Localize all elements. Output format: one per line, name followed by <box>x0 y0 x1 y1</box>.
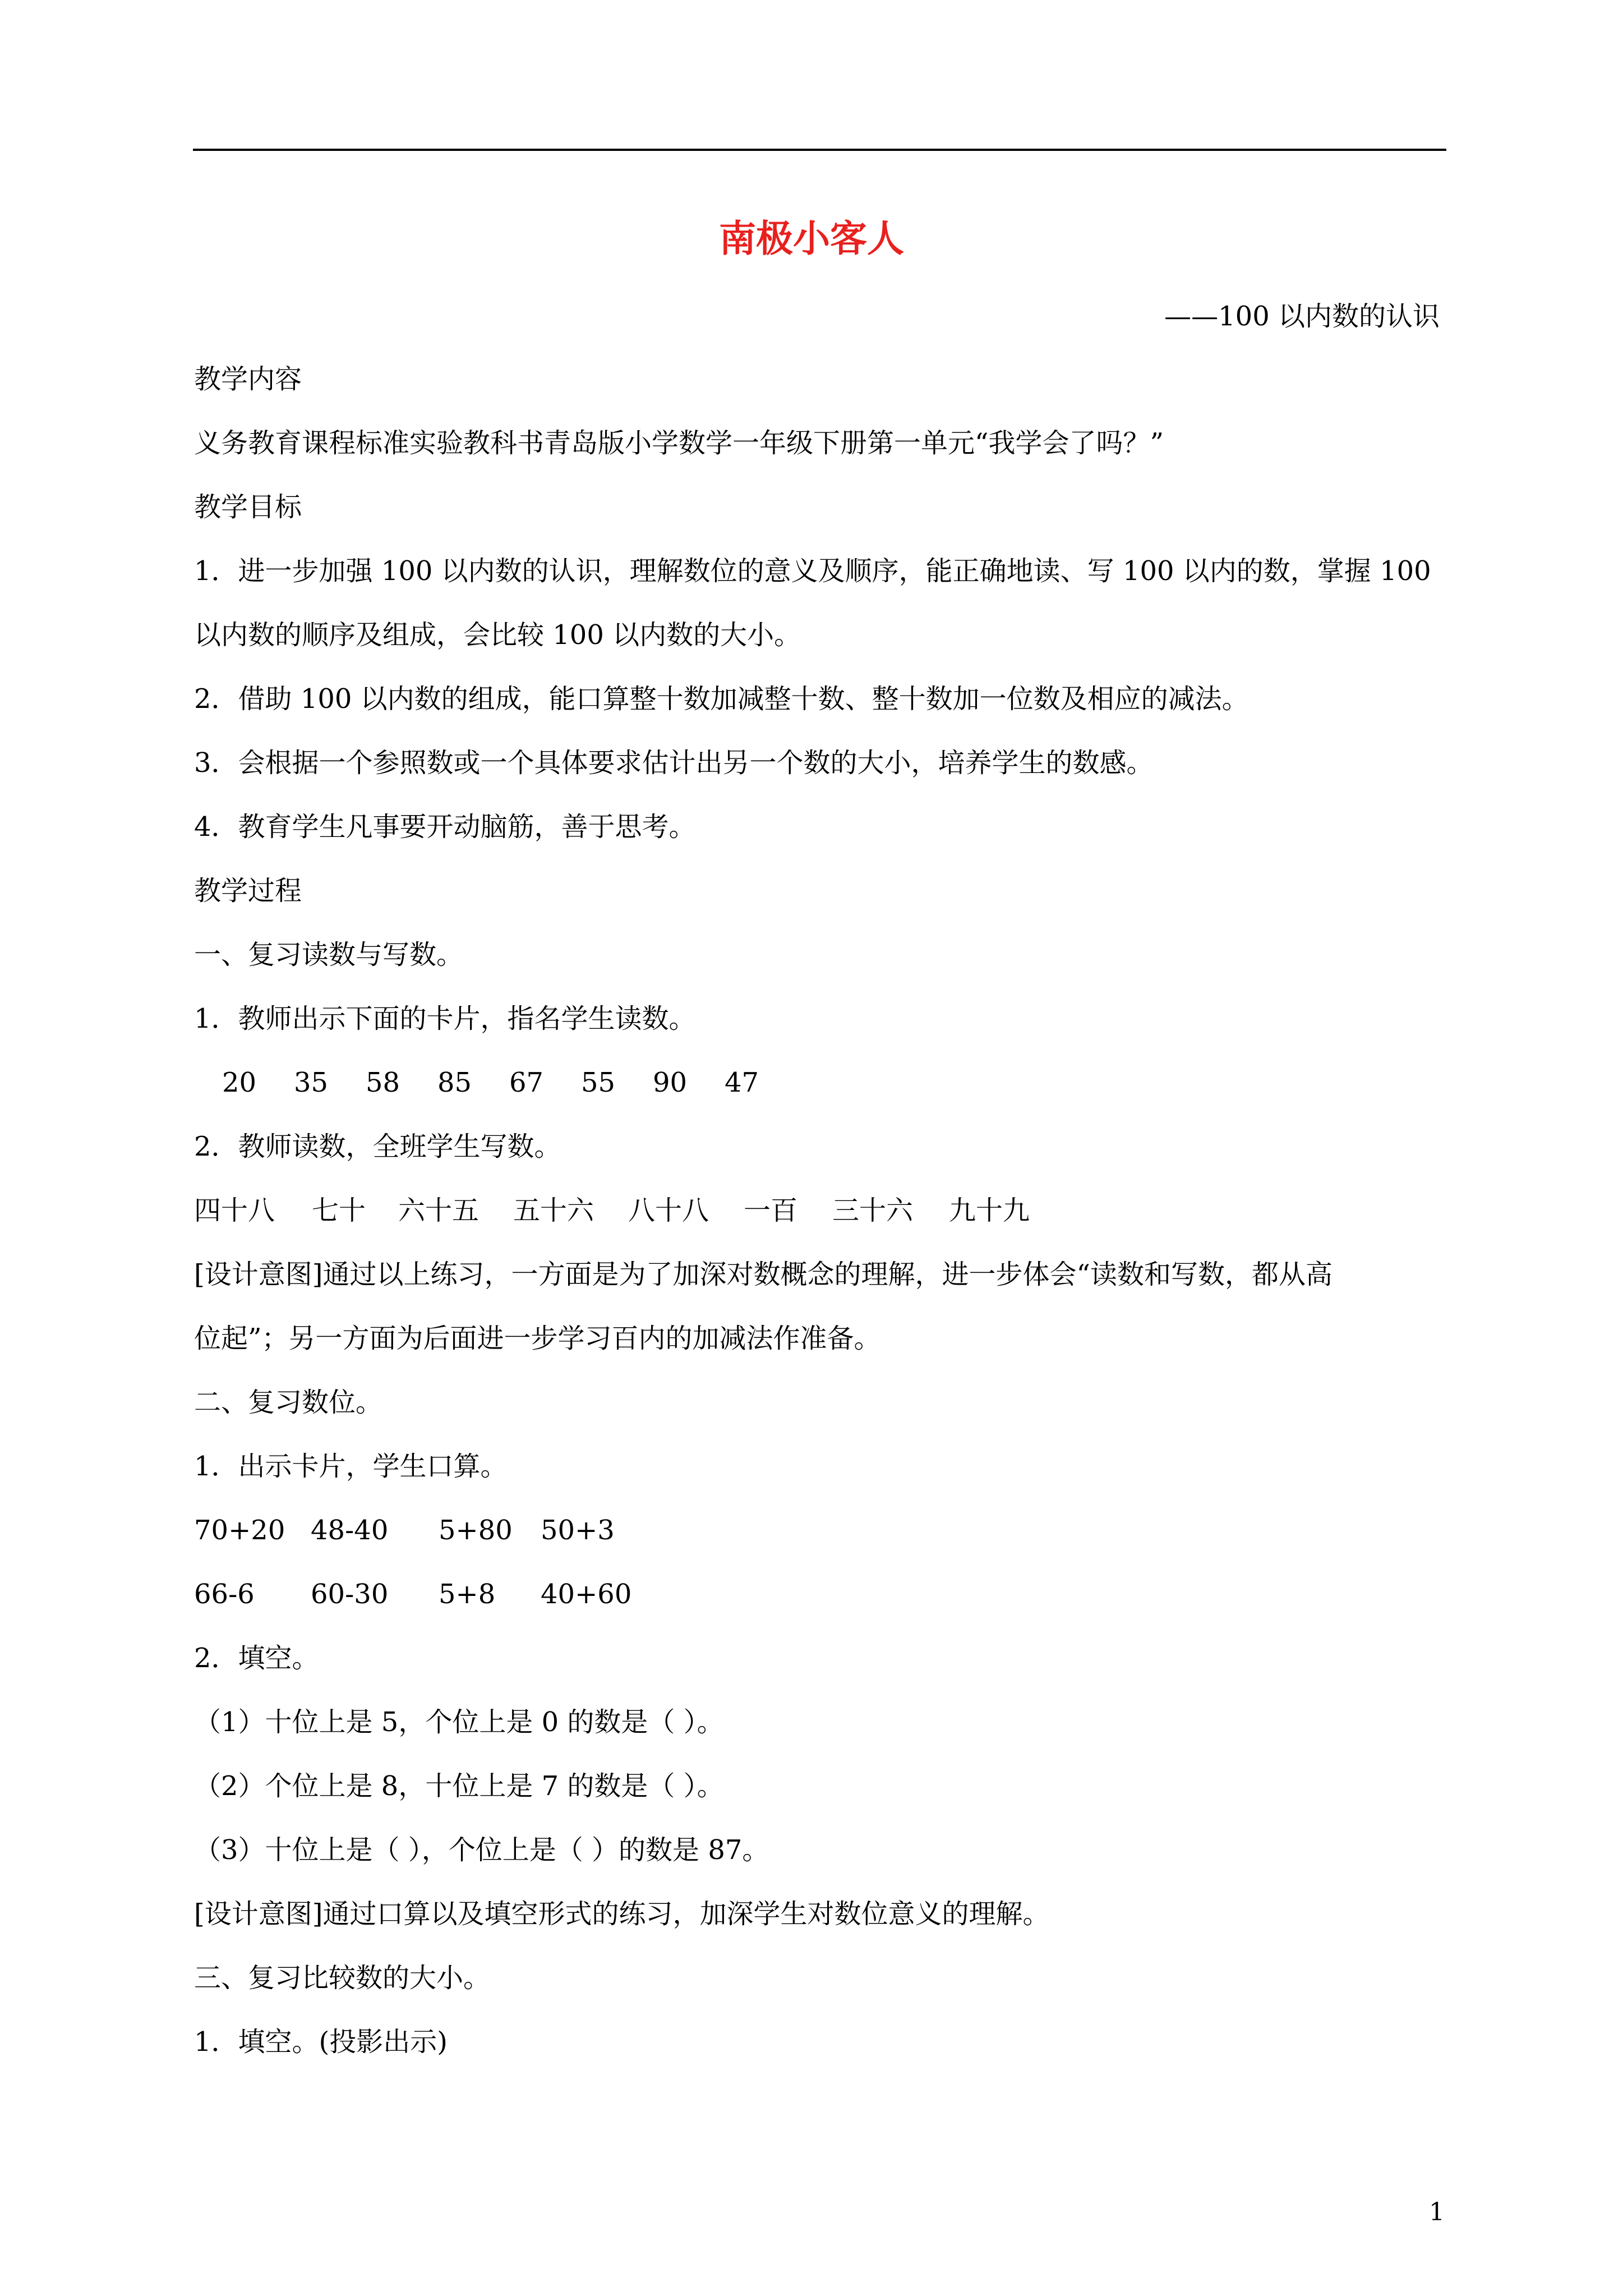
part-2-heading: 二、复习数位。 <box>194 1387 383 1418</box>
read-number-2: 35 <box>294 1067 329 1098</box>
part-2-item-1: 1．出示卡片，学生口算。 <box>194 1451 508 1482</box>
goals-heading: 教学目标 <box>194 491 302 523</box>
goal-4: 4．教育学生凡事要开动脑筋，善于思考。 <box>194 811 696 843</box>
document-title: 南极小客人 <box>719 217 904 260</box>
read-number-5: 67 <box>509 1067 544 1098</box>
page-number: 1 <box>1429 2198 1445 2226</box>
content-text: 义务教育课程标准实验教科书青岛版小学数学一年级下册第一单元“我学会了吗？” <box>194 427 1164 459</box>
part-2-item-2: 2．填空。 <box>194 1642 319 1674</box>
header-rule <box>193 149 1446 151</box>
read-number-3: 58 <box>366 1067 400 1098</box>
goal-1-line-2: 以内数的顺序及组成，会比较 100 以内数的大小。 <box>194 619 801 651</box>
design-intent-1-line-1: [设计意图]通过以上练习，一方面是为了加深对数概念的理解，进一步体会“读数和写数，都从高 <box>194 1259 1332 1290</box>
read-number-1: 20 <box>222 1067 257 1098</box>
part-1-heading: 一、复习读数与写数。 <box>194 939 464 970</box>
goal-1-line-1: 1．进一步加强 100 以内数的认识，理解数位的意义及顺序，能正确地读、写 100 以内的数，掌握 100 <box>194 555 1431 587</box>
document-subtitle: ——100 以内数的认识 <box>1164 301 1440 332</box>
calc-card: 60-30 <box>311 1579 389 1610</box>
part-3-heading: 三、复习比较数的大小。 <box>194 1962 491 1994</box>
design-intent-1-line-2: 位起”；另一方面为后面进一步学习百内的加减法作准备。 <box>194 1323 881 1354</box>
part-1-item-1: 1．教师出示下面的卡片，指名学生读数。 <box>194 1003 696 1034</box>
read-number-4: 85 <box>437 1067 472 1098</box>
fill-blank-3: （3）十位上是（ ），个位上是（ ）的数是 87。 <box>194 1834 769 1866</box>
calc-card: 5+80 <box>439 1515 513 1546</box>
goal-2: 2．借助 100 以内数的组成，能口算整十数加减整十数、整十数加一位数及相应的减法。 <box>194 683 1249 715</box>
write-number-6: 一百 <box>744 1195 798 1226</box>
write-number-4: 五十六 <box>513 1195 594 1226</box>
part-1-item-2: 2．教师读数，全班学生写数。 <box>194 1131 561 1162</box>
write-number-5: 八十八 <box>628 1195 709 1226</box>
calc-card: 48-40 <box>311 1515 389 1546</box>
read-number-6: 55 <box>581 1067 616 1098</box>
calc-card: 50+3 <box>541 1515 615 1546</box>
write-number-3: 六十五 <box>398 1195 479 1226</box>
process-heading: 教学过程 <box>194 875 302 907</box>
calc-card: 5+8 <box>439 1579 496 1610</box>
calc-card: 40+60 <box>541 1579 632 1610</box>
part-3-item-1: 1．填空。(投影出示) <box>194 2026 448 2058</box>
fill-blank-1: （1）十位上是 5，个位上是 0 的数是（ ）。 <box>194 1706 724 1738</box>
content-heading: 教学内容 <box>194 364 302 395</box>
write-number-2: 七十 <box>312 1195 366 1226</box>
calc-card: 70+20 <box>194 1515 285 1546</box>
read-number-7: 90 <box>653 1067 688 1098</box>
fill-blank-2: （2）个位上是 8，十位上是 7 的数是（ ）。 <box>194 1770 724 1802</box>
read-number-8: 47 <box>725 1067 759 1098</box>
write-number-8: 九十九 <box>949 1195 1030 1226</box>
calc-card: 66-6 <box>194 1579 255 1610</box>
write-number-1: 四十八 <box>194 1195 275 1226</box>
goal-3: 3．会根据一个参照数或一个具体要求估计出另一个数的大小，培养学生的数感。 <box>194 747 1154 779</box>
design-intent-2: [设计意图]通过口算以及填空形式的练习，加深学生对数位意义的理解。 <box>194 1898 1050 1930</box>
write-number-7: 三十六 <box>832 1195 914 1226</box>
